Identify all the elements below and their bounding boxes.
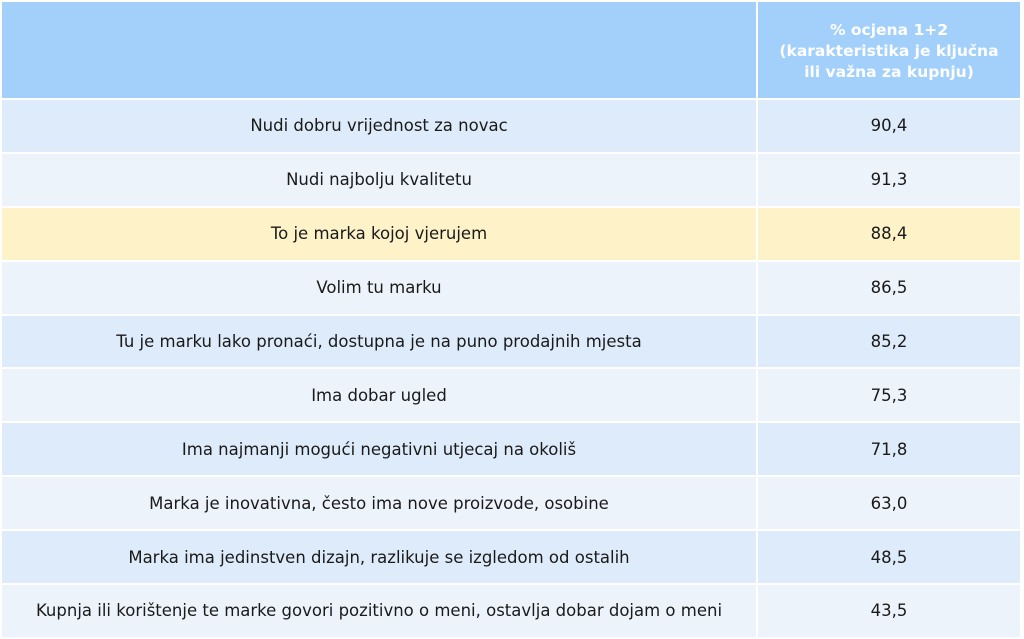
row-label-3: To je marka kojoj vjerujem (2, 208, 756, 260)
row-value-1: 90,4 (758, 100, 1020, 152)
header-line-1: % ocjena 1+2 (829, 20, 949, 39)
row-value-6: 75,3 (758, 369, 1020, 421)
row-label-7: Ima najmanji mogući negativni utjecaj na okoliš (2, 423, 756, 475)
row-value-8: 63,0 (758, 477, 1020, 529)
row-label-5: Tu je marku lako pronaći, dostupna je na puno prodajnih mjesta (2, 316, 756, 368)
row-value-9: 48,5 (758, 531, 1020, 583)
header-line-2: (karakteristika je ključna (779, 41, 999, 60)
header-line-3: ili važna za kupnju) (804, 62, 974, 81)
row-label-2: Nudi najbolju kvalitetu (2, 154, 756, 206)
data-table (2, 2, 1020, 637)
row-value-5: 85,2 (758, 316, 1020, 368)
row-value-10: 43,5 (758, 585, 1020, 637)
row-label-6: Ima dobar ugled (2, 369, 756, 421)
row-value-7: 71,8 (758, 423, 1020, 475)
header-value-cell (758, 2, 1020, 98)
row-value-4: 86,5 (758, 262, 1020, 314)
row-value-3: 88,4 (758, 208, 1020, 260)
row-label-8: Marka je inovativna, često ima nove proizvode, osobine (2, 477, 756, 529)
row-label-10: Kupnja ili korištenje te marke govori pozitivno o meni, ostavlja dobar dojam o meni (2, 585, 756, 637)
row-label-1: Nudi dobru vrijednost za novac (2, 100, 756, 152)
header-label-cell (2, 2, 756, 98)
row-value-2: 91,3 (758, 154, 1020, 206)
row-label-9: Marka ima jedinstven dizajn, razlikuje se izgledom od ostalih (2, 531, 756, 583)
row-label-4: Volim tu marku (2, 262, 756, 314)
